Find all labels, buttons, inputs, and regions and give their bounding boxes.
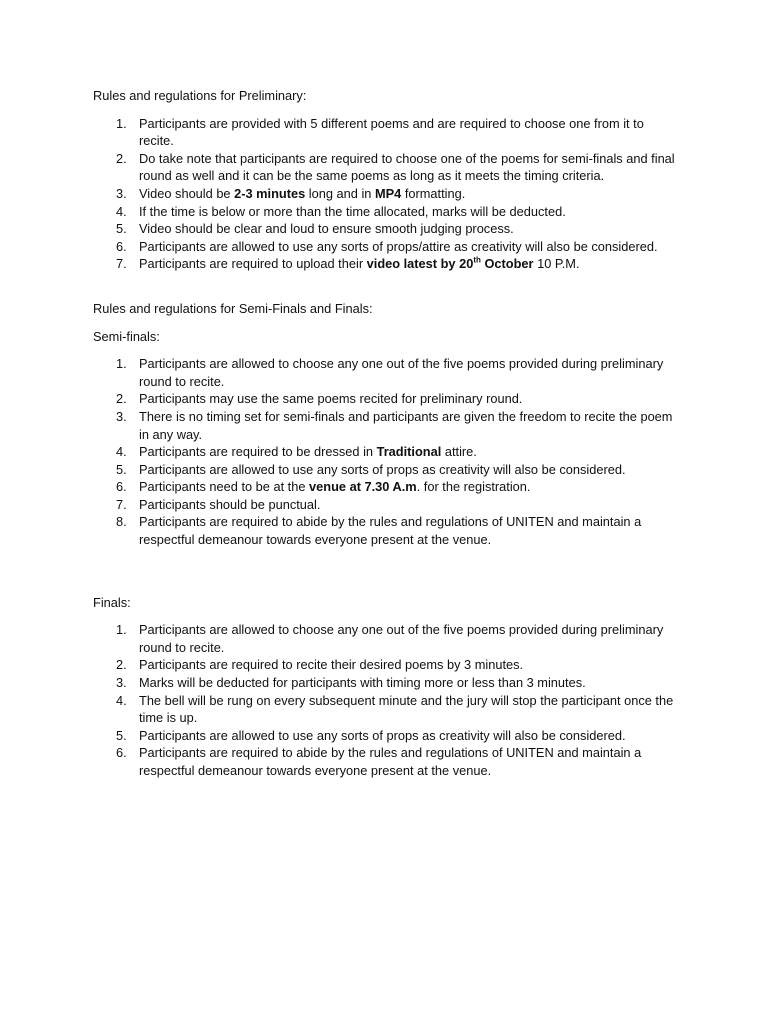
list-item-number: 4. xyxy=(116,203,127,219)
list-item-text: Do take note that participants are required to choose one of the poems for semi-finals and final round as well and it can be the same poems as long as it meets the timing criteria. xyxy=(139,150,675,184)
list-item-number: 3. xyxy=(116,408,127,424)
finals-rules-list xyxy=(93,621,678,779)
list-item-text: Marks will be deducted for participants with timing more or less than 3 minutes. xyxy=(139,675,586,691)
list-item-text: 10 P.M. xyxy=(533,256,580,272)
list-item-text-bold: video latest by 20 xyxy=(366,256,474,272)
list-item-text: Participants need to be at the xyxy=(139,479,310,495)
list-item-text: Participants are allowed to choose any one out of the five poems provided during preliminary round to recite. xyxy=(139,622,664,655)
list-item xyxy=(93,255,678,273)
list-item-text: Video should be clear and loud to ensure smooth judging process. xyxy=(139,221,514,237)
list-item xyxy=(93,115,678,150)
list-item-text: Participants should be punctual. xyxy=(139,496,321,512)
list-item-text: Participants are required to abide by the rules and regulations of UNITEN and maintain a respectful demeanour towards everyone present at the venue. xyxy=(139,514,642,548)
list-item-number: 5. xyxy=(116,461,127,477)
list-item-text-bold: MP4 xyxy=(374,185,402,201)
list-item-number: 5. xyxy=(116,727,127,743)
list-item-text: Video should be xyxy=(139,185,235,201)
list-item-number: 3. xyxy=(116,675,127,691)
list-item xyxy=(93,443,678,461)
list-item-text: There is no timing set for semi-finals and participants are given the freedom to recite the poem in any way. xyxy=(139,408,673,442)
list-item-text: If the time is below or more than the time allocated, marks will be deducted. xyxy=(139,203,566,219)
list-item-number: 6. xyxy=(116,745,127,761)
list-item-text-bold: 2-3 minutes xyxy=(234,185,306,201)
list-item xyxy=(93,355,678,390)
list-item-text: Participants are allowed to choose any one out of the five poems provided during preliminary round to recite. xyxy=(139,356,664,389)
list-item-number: 5. xyxy=(116,221,127,237)
list-item-number: 1. xyxy=(116,115,127,131)
list-item-text: long and in xyxy=(305,185,375,201)
list-item xyxy=(93,185,678,203)
list-item-text: Participants are allowed to use any sorts of props as creativity will also be considered. xyxy=(139,461,626,477)
list-item-text: Participants are provided with 5 different poems and are required to choose one from it to recite. xyxy=(139,115,644,149)
list-item xyxy=(93,390,678,408)
finals-heading: Finals: xyxy=(93,594,131,610)
list-item xyxy=(93,674,678,692)
list-item-number: 4. xyxy=(116,692,127,708)
list-item-text: attire. xyxy=(441,444,477,460)
list-item-text: Participants may use the same poems recited for preliminary round. xyxy=(139,391,523,407)
document-body xyxy=(93,87,678,780)
list-item-text: Participants are required to recite their desired poems by 3 minutes. xyxy=(139,657,524,673)
list-item xyxy=(93,238,678,256)
list-item-text: . for the registration. xyxy=(416,479,531,495)
list-item xyxy=(93,692,678,727)
list-item-number: 6. xyxy=(116,479,127,495)
list-item xyxy=(93,408,678,443)
list-item-number: 8. xyxy=(116,514,127,530)
list-item-text-bold: Traditional xyxy=(376,444,442,460)
list-item xyxy=(93,621,678,656)
list-item xyxy=(93,220,678,238)
list-item-text: Participants are allowed to use any sorts of props as creativity will also be considered. xyxy=(139,727,626,743)
list-item-number: 2. xyxy=(116,150,127,166)
list-item-text: The bell will be rung on every subsequent minute and the jury will stop the participant once the time is up. xyxy=(139,692,674,726)
list-item-number: 3. xyxy=(116,185,127,201)
list-item-number: 4. xyxy=(116,444,127,460)
list-item xyxy=(93,744,678,779)
list-item xyxy=(93,727,678,745)
list-item-text-bold: October xyxy=(480,256,534,272)
list-item xyxy=(93,496,678,514)
semi-finals-heading: Semi-finals: xyxy=(93,328,160,344)
list-item-number: 7. xyxy=(116,256,127,272)
list-item-number: 1. xyxy=(116,356,127,372)
list-item xyxy=(93,203,678,221)
list-item-number: 7. xyxy=(116,496,127,512)
list-item xyxy=(93,513,678,548)
list-item-number: 6. xyxy=(116,238,127,254)
list-item-number: 2. xyxy=(116,391,127,407)
list-item-text-superscript: th xyxy=(473,256,481,266)
list-item-text: Participants are required to be dressed in xyxy=(139,444,377,460)
list-item-text: formatting. xyxy=(401,185,466,201)
list-item xyxy=(93,656,678,674)
list-item-text: Participants are allowed to use any sorts of props/attire as creativity will also be considered. xyxy=(139,238,658,254)
preliminary-rules-list xyxy=(93,115,678,273)
list-item xyxy=(93,478,678,496)
list-item-text: Participants are required to upload their xyxy=(139,256,367,272)
list-item-number: 2. xyxy=(116,657,127,673)
list-item xyxy=(93,461,678,479)
semi-finals-rules-list xyxy=(93,355,678,549)
semi-finals-and-finals-heading: Rules and regulations for Semi-Finals and Finals: xyxy=(93,300,373,316)
list-item-text: Participants are required to abide by the rules and regulations of UNITEN and maintain a respectful demeanour towards everyone present at the venue. xyxy=(139,745,642,778)
preliminary-heading: Rules and regulations for Preliminary: xyxy=(93,88,307,103)
list-item xyxy=(93,150,678,185)
list-item-number: 1. xyxy=(116,622,127,638)
list-item-text-bold: venue at 7.30 A.m xyxy=(309,479,417,495)
